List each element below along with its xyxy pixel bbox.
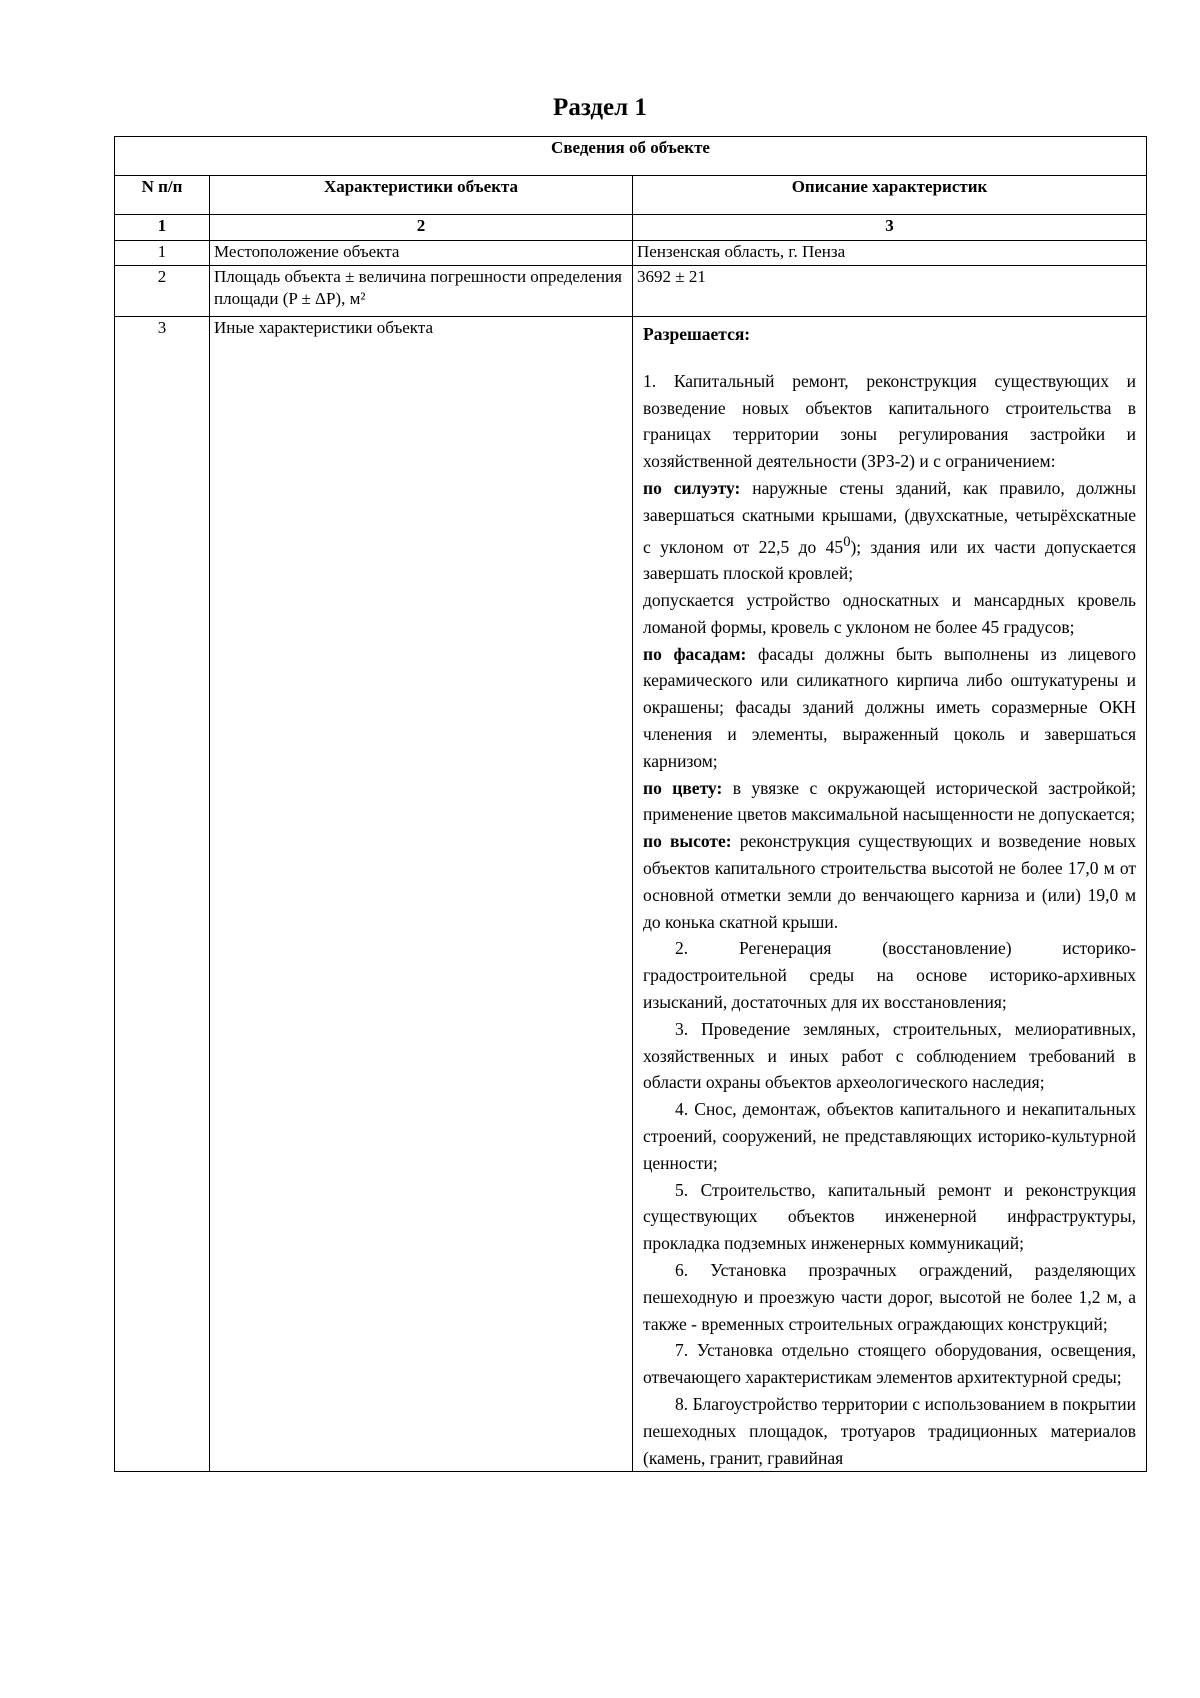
row-characteristic: Иные характеристики объекта bbox=[210, 317, 633, 1472]
row-description: Пензенская область, г. Пенза bbox=[633, 241, 1147, 266]
height-text: реконструкция существующих и возведение новых объектов капитального строительства высотой не более 17,0 м от основной отметки земли до венчающего карниза и (или) 19,0 м до конька скатной крыши. bbox=[643, 831, 1137, 932]
row-characteristic: Местоположение объекта bbox=[210, 241, 633, 266]
column-number: 1 bbox=[115, 215, 210, 241]
table-header-row bbox=[115, 176, 1147, 215]
facades-text: фасады должны быть выполнены из лицевого керамического или силикатного кирпича либо оштукатурены и окрашены; фасады зданий должны иметь соразмерные ОКН членения и элементы, выраженный цоколь и завершаться карнизом; bbox=[643, 643, 1137, 771]
row-number: 3 bbox=[115, 317, 210, 1472]
table-row bbox=[115, 266, 1147, 317]
silhouette-degree: 0 bbox=[843, 533, 851, 550]
desc-item-8: 8. Благоустройство территории с использованием в покрытии пешеходных площадок, тротуаров традиционных материалов (камень, гранит, гравийная bbox=[643, 1393, 1137, 1468]
desc-item-6: 6. Установка прозрачных ограждений, разделяющих пешеходную и проезжую части дорог, высотой не более 1,2 м, а также - временных строительных ограждающих конструкций; bbox=[643, 1259, 1137, 1334]
desc-facades bbox=[643, 641, 1136, 775]
silhouette-label: по силуэту: bbox=[643, 477, 741, 498]
row-description-detailed bbox=[633, 317, 1147, 1472]
object-info-table bbox=[114, 136, 1147, 1472]
silhouette-text-a: наружные стены зданий, как правило, должны завершаться скатными крышами, (двухскатные, четырёхскатные с уклоном от 22,5 до 45 bbox=[643, 477, 1137, 557]
column-header-characteristic: Характеристики объекта bbox=[210, 176, 633, 215]
desc-item-2: 2. Регенерация (восстановление) историко-градостроительной среды на основе историко-архивных изысканий, достаточных для их восстановления; bbox=[643, 938, 1137, 1012]
desc-item-3: 3. Проведение земляных, строительных, мелиоративных, хозяйственных и иных работ с соблюдением требований в области охраны объектов археологического наследия; bbox=[643, 1018, 1137, 1093]
row-description: 3692 ± 21 bbox=[633, 266, 1147, 317]
height-label: по высоте: bbox=[643, 831, 732, 852]
table-row bbox=[115, 241, 1147, 266]
desc-height bbox=[643, 828, 1136, 935]
desc-item-5: 5. Строительство, капитальный ремонт и реконструкция существующих объектов инженерной инфраструктуры, прокладка подземных инженерных коммуникаций; bbox=[643, 1179, 1137, 1254]
row-number: 2 bbox=[115, 266, 210, 317]
column-number-row bbox=[115, 215, 1147, 241]
desc-silhouette bbox=[643, 475, 1136, 587]
row-characteristic: Площадь объекта ± величина погрешности определения площади (P ± ΔP), м² bbox=[210, 266, 633, 317]
facades-label: по фасадам: bbox=[643, 643, 747, 664]
desc-item-7: 7. Установка отдельно стоящего оборудования, освещения, отвечающего характеристикам элементов архитектурной среды; bbox=[643, 1340, 1137, 1388]
color-label: по цвету: bbox=[643, 777, 723, 798]
column-number: 3 bbox=[633, 215, 1147, 241]
table-caption: Сведения об объекте bbox=[115, 137, 1147, 176]
column-header-description: Описание характеристик bbox=[633, 176, 1147, 215]
allowed-heading: Разрешается: bbox=[643, 324, 751, 344]
table-row bbox=[115, 317, 1147, 1472]
column-header-number: N п/п bbox=[115, 176, 210, 215]
table-caption-row bbox=[115, 137, 1147, 176]
desc-color bbox=[643, 775, 1136, 829]
row-number: 1 bbox=[115, 241, 210, 266]
desc-item-1: 1. Капитальный ремонт, реконструкция существующих и возведение новых объектов капитального строительства в границах территории зоны регулирования застройки и хозяйственной деятельности (ЗРЗ-2) и с ограничением: bbox=[643, 370, 1137, 472]
desc-item-4: 4. Снос, демонтаж, объектов капитального и некапитальных строений, сооружений, не представляющих историко-культурной ценности; bbox=[643, 1099, 1137, 1173]
page-title: Раздел 1 bbox=[553, 94, 647, 121]
column-number: 2 bbox=[210, 215, 633, 241]
color-text: в увязке с окружающей исторической застройкой; применение цветов максимальной насыщенности не допускается; bbox=[643, 777, 1137, 825]
silhouette-text-b: ); здания или их части допускается завершать плоской кровлей; bbox=[643, 536, 1137, 584]
desc-roof: допускается устройство односкатных и мансардных кровель ломаной формы, кровель с уклоном не более 45 градусов; bbox=[643, 590, 1137, 637]
